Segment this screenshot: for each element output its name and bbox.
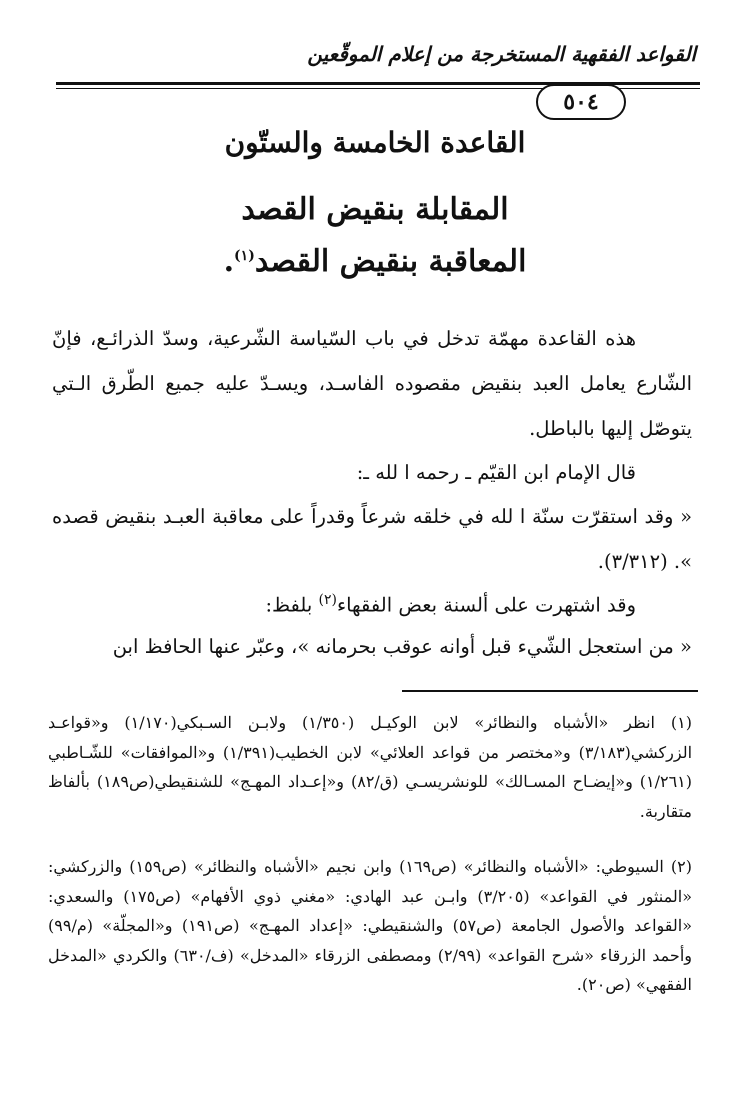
quote-maxim: « من استعجل الشّيء قبل أوانه عوقب بحرمانه »، وعبّر عنها الحافظ ابن — [112, 635, 692, 658]
title-line-1: المقابلة بنقيض القصد — [241, 192, 509, 227]
paragraph-fuqaha-text: وقد اشتهرت على ألسنة بعض الفقهاء — [336, 593, 636, 617]
footnote-1-text: انظر «الأشباه والنظائر» لابن الوكيـل (١/٣٥٠) ولابـن السـبكي(١/١٧٠) و«قواعـد الزركشي(٣/١٨٣) و«مختصر من قواعد العلائي» لابن الخطيب(١/٣٩١) و«الموافقات» للشّـاطبي (١/٢٦١) و«إيضـاح المسـالك» للونشريسـي (ق/٨٢) و«إعـداد المهـج» للشنقيطي(ص١٨٩) بألفاظ متقاربة. — [48, 713, 693, 821]
footnote-ref-1: (١) — [234, 248, 255, 264]
footnote-2 — [48, 852, 692, 1000]
footnote-1-label: (١) — [670, 713, 693, 732]
footnote-separator — [402, 690, 698, 692]
title-line-2: المعاقبة بنقيض القصد$^{(١)}$. — [223, 244, 527, 279]
page-number: ٥٠٤ — [536, 84, 626, 120]
rule-heading: القاعدة الخامسة والستّون — [224, 126, 526, 159]
footnote-2-text: السيوطي: «الأشباه والنظائر» (ص١٦٩) وابن نجيم «الأشباه والنظائر» (ص١٥٩) والزركشي: «المنثور في القواعد» (٣/٢٠٥) وابـن عبد الهادي: «مغني ذوي الأفهام» (ص١٧٥) والسعدي: «القواعد والأصول الجامعة (ص٥٧) والشنقيطي: «إعداد المهـج» (ص١٩١) و«المجلّة» (م/٩٩) وأحمد الزرقاء «شرح القواعد» (٢/٩٩) ومصطفى الزرقاء «المدخل» (ف/٦٣٠) والكردي «المدخل الفقهي» (ص٢٠). — [48, 857, 692, 994]
paragraph-intro: هذه القاعدة مهمّة تدخل في باب السّياسة الشّرعية، وسدّ الذرائـع، فإنّ الشّارع يعامل العبد بنقيض مقصوده الفاسـد، ويسـدّ عليه جميع الطّرق الـتي يتوصّل إليها بالباطل. — [52, 327, 692, 440]
running-head-title: القواعد الفقهية المستخرجة من إعلام الموقّعين — [307, 42, 696, 66]
footnote-ref-2: (٢) — [318, 592, 337, 608]
quote-ibn-qayyim: « وقد استقرّت سنّة ا لله في خلقه شرعاً وقدراً على معاقبة العبـد بنقيض قصده ». (٣/٣١٢). — [52, 505, 692, 573]
title-line-2-text: المعاقبة بنقيض القصد — [254, 244, 527, 279]
paragraph-fuqaha — [52, 578, 692, 628]
footnote-1 — [48, 708, 692, 826]
paragraph-fuqaha-tail: بلفظ: — [265, 593, 319, 617]
footnote-2-label: (٢) — [670, 857, 693, 876]
paragraph-ibn-qayyim: قال الإمام ابن القيّم ـ رحمه ا لله ـ: — [356, 461, 636, 484]
